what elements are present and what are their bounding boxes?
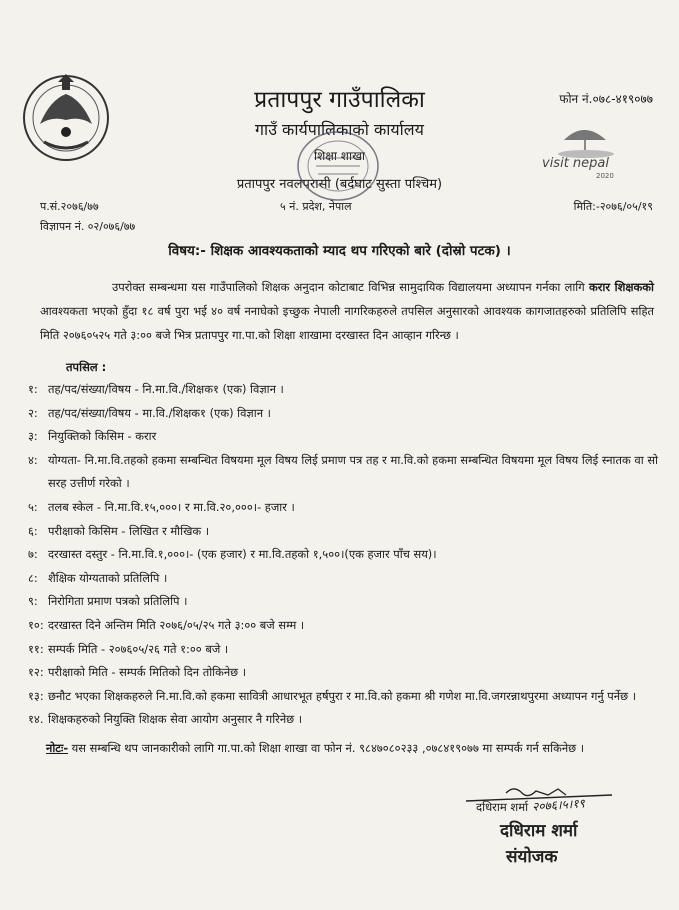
list-item bbox=[28, 496, 658, 520]
item-number: ८: bbox=[28, 570, 38, 585]
note-block bbox=[46, 736, 658, 760]
body-part2: आवश्यकता भएको हुँदा १८ वर्ष पुरा भई ४० वर्ष ननाघेको इच्छुक नेपाली नागरिकहरुले तपसिल अनुसारको आवश्यक कागजातहरुको प्रतिलिपि सहित मिति २०७६०५२५ गते ३:०० बजे भित्र प्रतापपुर गा.पा.को शिक्षा शाखामा दरखास्त दिन आव्हान गरिन्छ । bbox=[40, 304, 654, 342]
item-number: ११: bbox=[28, 641, 44, 656]
item-number: ६: bbox=[28, 523, 38, 538]
section-name: शिक्षा शाखा bbox=[314, 149, 365, 163]
visit-logo-text: visit nepal bbox=[542, 156, 609, 171]
item-number: १०: bbox=[28, 617, 44, 632]
reference-number: प.सं.२०७६/७७ bbox=[40, 200, 99, 213]
list-item bbox=[28, 661, 658, 685]
list-item bbox=[28, 449, 658, 496]
list-item bbox=[28, 567, 658, 591]
item-number: १: bbox=[28, 382, 38, 396]
item-text: परीक्षाको मिति - सम्पर्क मितिको दिन तोकिनेछ । bbox=[48, 665, 247, 680]
item-number: १३: bbox=[28, 688, 44, 703]
list-item bbox=[28, 638, 658, 662]
list-item bbox=[28, 708, 658, 732]
list-item bbox=[28, 520, 658, 544]
office-phone: फोन नं.०७८-४१९०७७ bbox=[559, 92, 653, 106]
visit-logo-year: 2020 bbox=[596, 172, 614, 180]
item-number: ३: bbox=[28, 429, 38, 444]
body-bold: करार शिक्षकको bbox=[589, 280, 654, 294]
signatory-name-typed: दधिराम शर्मा bbox=[476, 800, 529, 814]
body-paragraph bbox=[40, 275, 654, 347]
list-item bbox=[28, 685, 658, 709]
item-number: २: bbox=[28, 405, 38, 420]
item-number: ७: bbox=[28, 547, 38, 562]
item-text: योग्यता- नि.मा.वि.तहको हकमा सम्बन्धित विषयमा मूल विषय लिई प्रमाण पत्र तह र मा.वि.को हकमा सम्बन्धित विषयमा मूल विषय लिई स्नातक वा सो सरह उत्तीर्ण गरेको । bbox=[48, 452, 658, 491]
note-label: नोटः- bbox=[46, 741, 69, 755]
umbrella-icon bbox=[514, 118, 644, 182]
item-text: तह/पद/संख्या/विषय - नि.मा.वि./शिक्षक१ (एक) विज्ञान । bbox=[48, 382, 284, 396]
item-number: ४: bbox=[28, 452, 38, 467]
item-text: शैक्षिक योग्यताको प्रतिलिपि । bbox=[48, 570, 168, 585]
item-text: सम्पर्क मिति - २०७६०५/२६ गते १:०० बजे । bbox=[48, 641, 229, 656]
subject-line: विषय:- शिक्षक आवश्यकताको म्याद थप गरिएको बारे (दोस्रो पटक) । bbox=[168, 243, 511, 259]
office-subtitle: गाउँ कार्यपालिकाको कार्यालय bbox=[255, 120, 424, 139]
item-text: तलब स्केल - नि.मा.वि.१५,०००। र मा.वि.२०,०००।- हजार । bbox=[48, 499, 295, 514]
item-number: ९: bbox=[28, 594, 38, 609]
list-item bbox=[28, 378, 658, 402]
list-item bbox=[28, 590, 658, 614]
letter-date: मिति:-२०७६/०५/१९ bbox=[573, 200, 653, 213]
item-text: तह/पद/संख्या/विषय - मा.वि./शिक्षक१ (एक) विज्ञान । bbox=[48, 405, 271, 420]
list-item bbox=[28, 543, 658, 567]
item-number: १२: bbox=[28, 665, 44, 680]
item-text: छनौट भएका शिक्षकहरुले नि.मा.वि.को हकमा सावित्री आधारभूत हर्षपुरा र मा.वि.को हकमा श्री गणेश मा.वि.जगरन्नाथपुरमा अध्यापन गर्नु पर्नेछ । bbox=[48, 688, 637, 703]
signatory-name-stamp: दधिराम शर्मा bbox=[500, 821, 578, 841]
office-title: प्रतापपुर गाउँपालिका bbox=[254, 87, 425, 113]
item-text: दरखास्त दिने अन्तिम मिति २०७६/०५/२५ गते ३:०० बजे सम्म । bbox=[48, 617, 305, 632]
item-text: नियुक्तिको किसिम - करार bbox=[48, 429, 157, 444]
signatory-role: संयोजक bbox=[506, 847, 558, 867]
list-item bbox=[28, 425, 658, 449]
visit-nepal-logo bbox=[514, 118, 644, 182]
details-list bbox=[28, 378, 658, 732]
list-item bbox=[28, 402, 658, 426]
item-number: १४. bbox=[28, 712, 44, 727]
item-text: शिक्षकहरुको नियुक्ति शिक्षक सेवा आयोग अनुसार नै गरिनेछ । bbox=[48, 712, 303, 727]
province-text: ५ नं. प्रदेश, नेपाल bbox=[280, 200, 352, 213]
tapasil-heading: तपसिल : bbox=[66, 360, 107, 374]
item-text: परीक्षाको किसिम - लिखित र मौखिक । bbox=[48, 523, 210, 538]
item-text: दरखास्त दस्तुर - नि.मा.वि.१,०००।- (एक हजार) र मा.वि.तहको १,५००।(एक हजार पाँच सय)। bbox=[48, 547, 437, 562]
office-seal-stamp bbox=[292, 124, 384, 206]
item-text: निरोगिता प्रमाण पत्रको प्रतिलिपि । bbox=[48, 594, 188, 609]
notice-number: विज्ञापन नं. ०२/०७६/७७ bbox=[40, 220, 136, 233]
handwritten-date: २०७६।५।१९ bbox=[531, 796, 586, 814]
note-text: यस सम्बन्धि थप जानकारीको लागि गा.पा.को शिक्षा शाखा वा फोन नं. ९८४७०८०२३३ ,०७८४१९०७७ मा सम्पर्क गर्न सकिनेछ । bbox=[68, 741, 585, 755]
list-item bbox=[28, 614, 658, 638]
item-number: ५: bbox=[28, 499, 38, 514]
office-address: प्रतापपुर नवलपरासी (बर्दघाट सुस्ता पश्चिम) bbox=[236, 177, 443, 192]
body-part1: उपरोक्त सम्बन्धमा यस गाउँपालिको शिक्षक अनुदान कोटाबाट विभिन्न सामुदायिक विद्यालयमा अध्यापन गर्नका लागि bbox=[112, 280, 589, 294]
